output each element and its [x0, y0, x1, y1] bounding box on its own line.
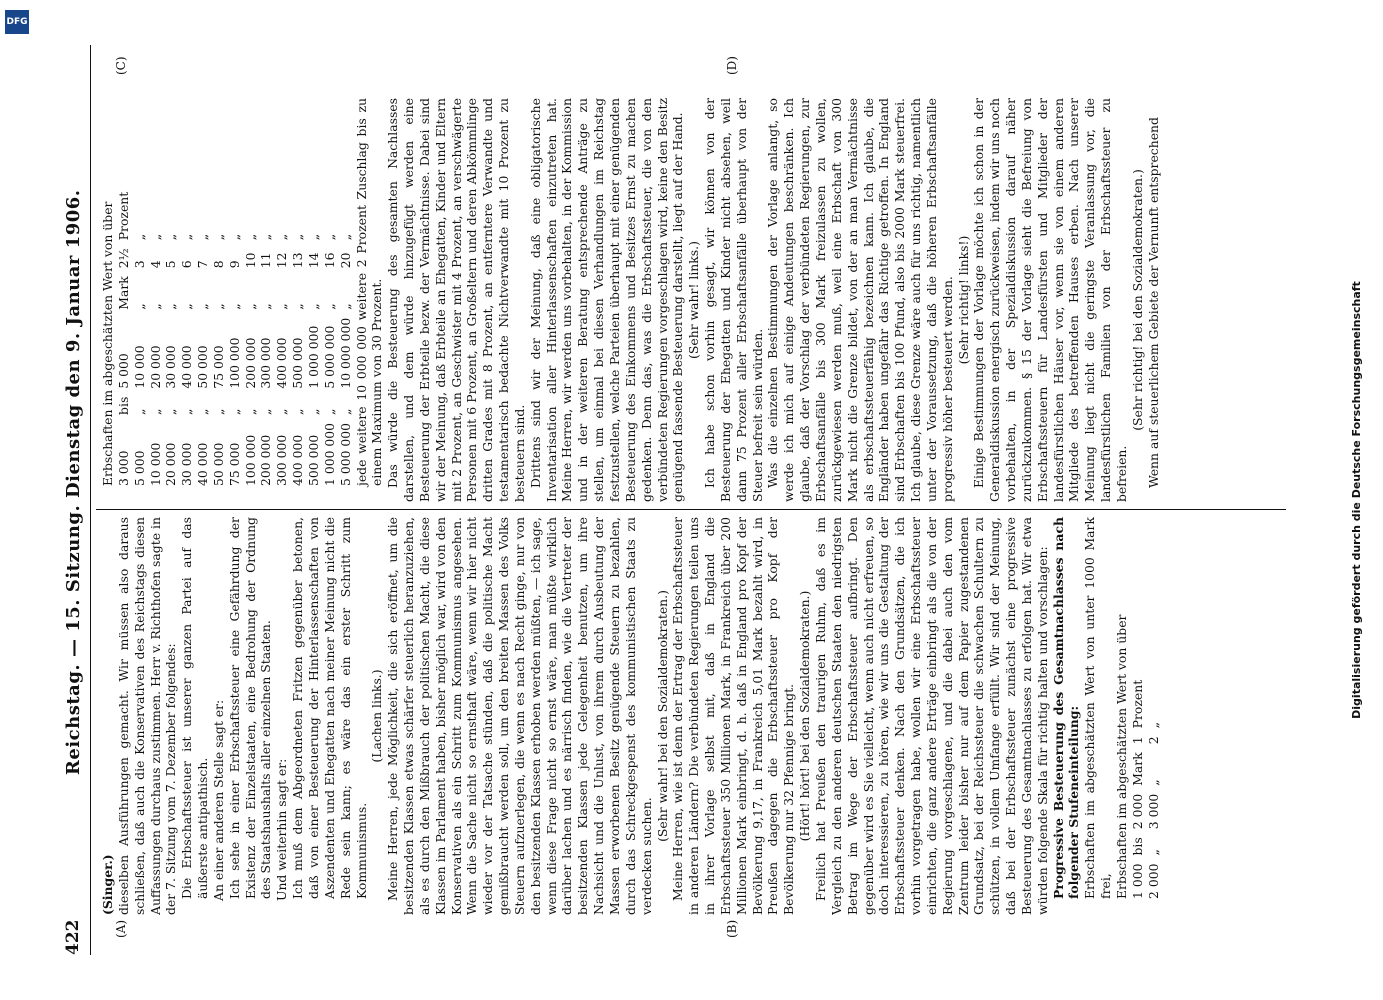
rate-from: 100 000 [242, 434, 258, 486]
rate-bis: „ [321, 408, 337, 415]
rate-to: 75 000 [210, 345, 226, 389]
rate-unit: „ [337, 303, 353, 310]
rate-value: 16 [321, 252, 337, 269]
paragraph: jede weitere 10 000 000 weitere 2 Prozent Zuschlag bis zu einem Maximum von 30 Prozent. [353, 98, 385, 486]
paragraph: Meine Herren, jede Möglichkeit, die sich eröffnet, um die besitzenden Klassen etwas schärfer steuerlich heranzuziehen, als es durch den Mißbrauch der politischen Macht, die diese Klassen im Parlament haben, bisher möglich war, wird von den Konservativen als ein Schritt zum Kommunismus angesehen. Wenn die Sache nicht so ernsthaft wäre, wenn wir hier nicht wieder vor der Tatsache stünden, daß die politische Macht gemißbraucht werden soll, um den breiten Massen des Volks Steuern aufzuerlegen, die wenn es nach Recht ginge, nur von den besitzenden Klassen erhoben werden müßten, — ich sage, wenn diese Frage nicht so ernst wäre, man müßte wirklich darüber lachen und es närrisch finden, wie die Vertreter der besitzenden Klassen jede Gelegenheit benutzen, um ihre Nachsicht und die Unlust, von ihrem durch Ausbeutung der Massen erworbenen Besitz genügende Steuern zu bezahlen, durch das Schreckgespenst des kommunistischen Staats zu verdecken suchen. [385, 517, 654, 915]
rate-row [163, 188, 179, 490]
rate-value: 2½ [115, 248, 131, 269]
rate-unit: „ [147, 303, 163, 310]
rate-row [132, 188, 148, 490]
rate-pct: „ [258, 233, 274, 241]
rate-row [243, 188, 259, 490]
paragraph: dieselben Ausführungen gemacht. Wir müssen also daraus schließen, daß auch die Konservativen des Reichstags diesen Auffassungen durchaus zustimmen. Herr v. Richthofen sagte in der 7. Sitzung vom 7. Dezember folgendes: [115, 517, 179, 915]
rate-pct: „ [274, 233, 290, 241]
rate-to: 10 000 000 [337, 317, 353, 389]
rate-row [274, 188, 290, 490]
page-number: 422 [63, 919, 83, 955]
rate-row [338, 188, 354, 490]
rate-to: 2 000 [1129, 793, 1145, 830]
interjection: (Sehr richtig! bei den Sozialdemokraten.) [1129, 169, 1145, 431]
rate-from: 5 000 000 [337, 422, 353, 486]
rate-unit: Mark [115, 276, 131, 310]
rate-value: 14 [305, 252, 321, 269]
quote: Ich muß dem Abgeordneten Fritzen gegenüber betonen, daß von einer Besteuerung der Hinterlassenschaften von Aszendenten und Ehegatten nach meiner Meinung nicht die Rede sein kann; es wäre das ein erster Schritt zum Kommunismus. [290, 517, 369, 899]
rate-unit: „ [290, 303, 306, 310]
publication-name: Reichstag. [62, 663, 84, 776]
margin-marker-b: (B) [725, 919, 739, 938]
rate-value: 20 [337, 252, 353, 269]
interjection: (Sehr richtig! links!) [955, 235, 971, 365]
rate-pct: „ [179, 233, 195, 241]
rate-value: 7 [195, 260, 211, 269]
rate-value: 9 [226, 260, 242, 269]
rate-row [116, 188, 132, 490]
rate-to: 10 000 [131, 345, 147, 389]
rate-pct: „ [226, 233, 242, 241]
rate-unit: „ [210, 303, 226, 310]
header-rule [90, 45, 91, 955]
paragraph: Meine Herren, wie ist denn der Ertrag der Erbschaftssteuer in anderen Ländern? Die verbündeten Regierungen teilen uns in ihrer Vorlage selbst mit, daß in England die Erbschaftssteuer 350 Millionen Mark, in Frankreich über 200 Millionen Mark einbringt, d. h. daß in England pro Kopf der Bevölkerung 9,17, in Frankreich 5,01 Mark bezahlt wird, in Preußen dagegen die Erbschaftssteuer pro Kopf der Bevölkerung nur 32 Pfennige bringt. [670, 517, 797, 915]
rate-to: 3 000 [1145, 793, 1161, 830]
rate-from: 75 000 [226, 442, 242, 486]
rate-row [1146, 676, 1162, 903]
rate-bis: „ [210, 408, 226, 415]
margin-marker-c: (C) [114, 56, 128, 75]
header-title [63, 189, 84, 775]
rate-bis: „ [1145, 849, 1161, 856]
rate-row [1130, 676, 1146, 903]
rate-unit: „ [258, 303, 274, 310]
interjection: (Sehr wahr! links.) [686, 241, 702, 359]
rate-to: 20 000 [147, 345, 163, 389]
rate-from: 2 000 [1145, 863, 1161, 899]
rate-pct: „ [195, 233, 211, 241]
rate-row [211, 188, 227, 490]
rate-unit: „ [131, 303, 147, 310]
paragraph: Drittens sind wir der Meinung, daß eine obligatorische Inventarisation aller Hinterlassenschaften einzutreten hat. Meine Herren, wir werden uns vorbehalten, in der Kommission und in der weiteren Beratung entsprechende Anträge zu stellen, um einmal bei diesen Verhandlungen im Reichstag festzustellen, welche Parteien überhaupt mit einer genügenden Besteuerung des Einkommens und Besitzes Ernst zu machen gedenken. Denn das, was die Erbschaftssteuer, die von den verbündeten Regierungen vorgeschlagen wird, keine den Besitz genügend fassende Besteuerung darstellt, liegt auf der Hand. [527, 98, 686, 502]
column-rule [96, 509, 1286, 510]
paragraph: Ich habe schon vorhin gesagt, wir können von der Besteuerung der Ehegatten und Kinder nicht absehen, weil dann 75 Prozent aller Erbschaftsanfälle überhaupt von der Steuer befreit sein würden. [702, 98, 765, 502]
rate-bis: „ [147, 408, 163, 415]
paragraph: Das würde die Besteuerung des gesamten Nachlasses darstellen, und dem würde hinzugefügt werden eine Besteuerung der Erbteile bezw. der Vermächtnisse. Dabei sind wir der Meinung, daß Erbteile an Ehegatten, Kinder und Eltern mit 2 Prozent, an Geschwister mit 4 Prozent, an verschwägerte Personen mit 6 Prozent, an Großeltern und deren Abkömmlinge dritten Grades mit 8 Prozent, an entferntere Verwandte und testamentarisch bedachte Nichtverwandte mit 10 Prozent zu besteuern sind. [385, 98, 527, 502]
speaker-name: (Singer.) [100, 854, 115, 915]
rate-from: 20 000 [163, 442, 179, 486]
rate-to: 1 000 000 [305, 325, 321, 389]
rate-bis: „ [258, 408, 274, 415]
session-label: — 15. Sitzung. [62, 504, 84, 658]
rate-bis: „ [226, 408, 242, 415]
left-column [100, 517, 1280, 915]
rate-pct: Prozent [1129, 679, 1145, 729]
rate-value: 6 [179, 260, 195, 269]
rate-value: 11 [258, 252, 274, 269]
digitization-credit: Digitalisierung gefördert durch die Deutsche Forschungsgemeinschaft [1350, 281, 1363, 719]
rate-pct: „ [163, 233, 179, 241]
paragraph: An einer anderen Stelle sagt er: [210, 699, 226, 901]
rate-from: 50 000 [210, 442, 226, 486]
rate-value: 10 [242, 252, 258, 269]
rate-pct: „ [1145, 721, 1161, 729]
rate-pct: „ [290, 233, 306, 241]
rate-unit: „ [179, 303, 195, 310]
rate-to: 200 000 [242, 337, 258, 389]
right-column [100, 98, 1280, 502]
rate-value: 1 [1129, 736, 1145, 745]
rate-bis: bis [1129, 837, 1145, 856]
page-header [60, 45, 86, 955]
rate-from: 40 000 [195, 442, 211, 486]
session-date: Dienstag den 9. Januar 1906. [62, 189, 84, 498]
rate-to: 40 000 [179, 345, 195, 389]
rate-row [179, 188, 195, 490]
interjection: (Lachen links.) [369, 669, 385, 763]
rate-from: 30 000 [179, 442, 195, 486]
rate-pct: „ [147, 233, 163, 241]
rate-to: 100 000 [226, 337, 242, 389]
rate-from: 500 000 [305, 434, 321, 486]
rate-bis: „ [131, 408, 147, 415]
rate-bis: „ [163, 408, 179, 415]
paragraph: Freilich hat Preußen den traurigen Ruhm, daß es im Vergleich zu den anderen deutschen Staaten den niedrigsten Betrag im Wege der Erbschaftssteuer aufbringt. Den gegenüber wird es Sie vielleicht, wenn auch nicht erfreuen, so doch interessieren, zu hören, wie wir uns die Gestaltung der Erbschaftssteuer denken. Nach den Grundsätzen, die ich vorhin vorgetragen habe, wollen wir eine Erbschaftssteuer einrichten, die ganz andere Erträge einbringt als die von der Regierung vorgeschlagene, und die dabei auch den vom Zentrum leider bisher nur auf dem Papier zugestandenen Grundsatz, bei der Reichssteuer die schwachen Schultern zu schützen, in vollem Umfange erfüllt. Wir sind der Meinung, daß bei der Erbschaftssteuer zunächst eine progressive Besteuerung des Gesamtnachlasses zu erfolgen hat. Wir etwa würden folgende Skala für richtig halten und vorschlagen: [812, 517, 1050, 915]
rate-row [322, 188, 338, 490]
paragraph: Und weiterhin sagt er: [274, 758, 290, 901]
rate-pct: „ [321, 233, 337, 241]
rate-to: 50 000 [195, 345, 211, 389]
rate-unit: „ [274, 303, 290, 310]
rate-row [258, 188, 274, 490]
rate-unit: „ [305, 303, 321, 310]
rate-value: 4 [147, 260, 163, 269]
rate-value: 5 [163, 260, 179, 269]
rate-row [148, 188, 164, 490]
rate-from: 1 000 [1129, 863, 1145, 899]
rate-pct: „ [337, 233, 353, 241]
rate-row [306, 188, 322, 490]
quote: Die Erbschaftssteuer ist unserer ganzen Partei auf das äußerste antipathisch. [179, 517, 211, 899]
rate-unit: „ [321, 303, 337, 310]
rate-table-left [1130, 676, 1162, 903]
rate-from: 400 000 [290, 434, 306, 486]
rate-to: 30 000 [163, 345, 179, 389]
rate-bis: bis [115, 396, 131, 415]
rate-bis: „ [290, 408, 306, 415]
rate-value: 2 [1145, 736, 1161, 745]
interjection: (Sehr wahr! bei den Sozialdemokraten.) [654, 590, 670, 842]
rate-value: 13 [290, 252, 306, 269]
rate-row [290, 188, 306, 490]
rate-bis: „ [195, 408, 211, 415]
dfg-logo: DFG [5, 10, 29, 34]
rate-from: 5 000 [131, 450, 147, 486]
paragraph: Erbschaften im abgeschätzten Wert von über [100, 201, 115, 486]
rate-row [227, 188, 243, 490]
rate-from: 3 000 [115, 450, 131, 486]
rate-row [195, 188, 211, 490]
rate-to: 5 000 000 [321, 325, 337, 389]
rate-from: 300 000 [274, 434, 290, 486]
rate-value: 8 [210, 260, 226, 269]
quote: Ich sehe in einer Erbschaftssteuer eine Gefährdung der Existenz der Einzelstaaten, eine Bedrohung der Ordnung des Staatshaushalts aller einzelnen Staaten. [226, 517, 274, 899]
rate-unit: „ [226, 303, 242, 310]
rate-pct: Prozent [115, 191, 131, 241]
rate-pct: „ [131, 233, 147, 241]
rate-from: 200 000 [258, 434, 274, 486]
rate-to: 400 000 [274, 337, 290, 389]
paragraph: Wenn auf steuerlichem Gebiete der Vernunft entsprechend [1145, 117, 1161, 488]
rate-pct: „ [242, 233, 258, 241]
rate-bis: „ [274, 408, 290, 415]
rate-value: 3 [131, 260, 147, 269]
rate-from: 10 000 [147, 442, 163, 486]
rate-bis: „ [179, 408, 195, 415]
rate-unit: Mark [1129, 752, 1145, 786]
paragraph: Erbschaften im abgeschätzten Wert von unter 1000 Mark frei, [1082, 517, 1114, 899]
paragraph: Erbschaften im abgeschätzten Wert von über [1114, 614, 1129, 899]
margin-marker-a: (A) [114, 919, 128, 938]
rate-to: 500 000 [290, 337, 306, 389]
rate-pct: „ [210, 233, 226, 241]
rate-pct: „ [305, 233, 321, 241]
rate-unit: „ [242, 303, 258, 310]
rate-unit: „ [1145, 779, 1161, 786]
paragraph: Progressive Besteuerung des Gesamtnachlasses nach folgender Stufeneinteilung: [1050, 517, 1082, 899]
rate-bis: „ [337, 408, 353, 415]
paragraph: Was die einzelnen Bestimmungen der Vorlage anlangt, so werde ich mich auf einige Andeutungen beschränken. Ich glaube, daß der Vorschlag der verbündeten Regierungen, zur Erbschaftsanfälle bis 300 Mark freizulassen zu wollen, zurückgewiesen werden muß, weil eine Erbschaft von 300 Mark nicht die Grenze bildet, von der an man Vermächtnisse als erbschaftssteuerfähig bezeichnen kann. Ich glaube, die Engländer haben ungefähr das Richtige getroffen. In England sind Erbschaften bis 100 Pfund, also bis 2000 Mark steuerfrei. Ich glaube, diese Grenze wäre auch für uns richtig, namentlich unter der Voraussetzung, daß die höheren Erbschaftsanfälle progressiv höher besteuert werden. [765, 98, 955, 502]
rate-from: 1 000 000 [321, 422, 337, 486]
interjection: (Hört! hört! bei den Sozialdemokraten.) [797, 590, 813, 842]
rate-table-right [116, 188, 354, 490]
rate-value: 12 [274, 252, 290, 269]
rate-bis: „ [242, 408, 258, 415]
rate-bis: „ [305, 408, 321, 415]
margin-marker-d: (D) [725, 56, 739, 75]
rate-to: 300 000 [258, 337, 274, 389]
rate-to: 5 000 [115, 353, 131, 389]
paragraph: Einige Bestimmungen der Vorlage möchte ich schon in der Generaldiskussion energisch zurückweisen, indem wir uns noch vorbehalten, in der Spezialdiskussion darauf näher zurückzukommen. § 15 der Vorlage sieht die Befreiung von Erbschaftssteuern für Landesfürsten und Mitglieder der landesfürstlichen Häuser vor, wenn sie von einem anderen Mitgliede des betreffenden Hauses erben. Nach unserer Meinung liegt nicht die geringste Veranlassung vor, die landesfürstlichen Familien von der Erbschaftssteuer zu befreien. [971, 98, 1129, 502]
rate-unit: „ [163, 303, 179, 310]
rate-unit: „ [195, 303, 211, 310]
